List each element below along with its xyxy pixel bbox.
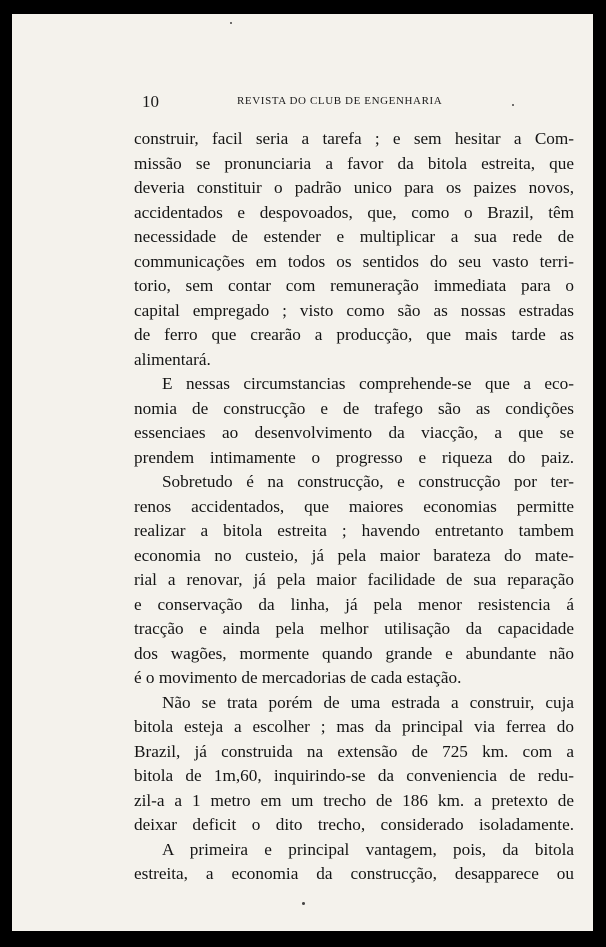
scan-speck — [512, 104, 514, 106]
text-line: dos wagões, mormente quando grande e abundante não — [134, 643, 574, 663]
text-line: prendem intimamente o progresso e riqueza do paiz. — [134, 447, 574, 467]
text-line: de ferro que crearão a producção, que mais tarde as — [134, 325, 574, 344]
paragraph-5 — [134, 838, 574, 887]
page-header — [12, 92, 593, 112]
text-line: economia no custeio, já pela maior barateza do mate- — [134, 545, 574, 565]
text-line: accidentados e despovoados, que, como o Brazil, têm — [134, 202, 574, 222]
text-line: zil-a a 1 metro em um trecho de 186 km. a pretexto de — [134, 790, 574, 810]
scan-speck — [230, 22, 232, 24]
text-line: Sobretudo é na construcção, e construcção por ter- — [162, 472, 574, 491]
text-line: Não se trata porém de uma estrada a construir, cuja — [162, 692, 574, 712]
text-line: alimentará. — [134, 349, 211, 369]
text-line: é o movimento de mercadorias de cada estação. — [134, 668, 462, 687]
text-line: A primeira e principal vantagem, pois, da bitola — [162, 839, 574, 859]
book-page — [12, 14, 593, 931]
text-line: essenciaes ao desenvolvimento da viacção, a que se — [134, 423, 574, 442]
text-line: deixar deficit o dito trecho, considerado isoladamente. — [134, 815, 574, 834]
text-line: necessidade de estender e multiplicar a sua rede de — [134, 227, 574, 246]
text-line: renos accidentados, que maiores economias permitte — [134, 496, 574, 516]
paragraph-4 — [134, 691, 574, 838]
paragraph-1 — [134, 127, 574, 372]
text-line: estreita, a economia da construcção, desapparece ou — [134, 864, 574, 883]
text-line: bitola de 1m,60, inquirindo-se da conveniencia de redu- — [134, 766, 574, 785]
body-text — [134, 127, 574, 887]
text-line: realizar a bitola estreita ; havendo entretanto tambem — [134, 521, 574, 540]
scan-speck — [302, 902, 305, 905]
text-line: E nessas circumstancias comprehende-se que a eco- — [162, 374, 574, 393]
text-line: rial a renovar, já pela maior facilidade de sua reparação — [134, 570, 574, 589]
running-head: REVISTA DO CLUB DE ENGENHARIA — [237, 95, 443, 107]
paragraph-2 — [134, 372, 574, 470]
text-line: Brazil, já construida na extensão de 725 km. com a — [134, 741, 574, 761]
text-line: torio, sem contar com remuneração immediata para o — [134, 276, 574, 295]
text-line: e conservação da linha, já pela menor resistencia á — [134, 594, 574, 614]
page-number: 10 — [142, 92, 159, 111]
text-line: tracção e ainda pela melhor utilisação da capacidade — [134, 619, 574, 638]
text-line: deveria constituir o padrão unico para os paizes novos, — [134, 178, 574, 197]
paragraph-3 — [134, 470, 574, 691]
text-line: capital empregado ; visto como são as nossas estradas — [134, 300, 574, 320]
text-line: bitola esteja a escolher ; mas da principal via ferrea do — [134, 717, 574, 736]
text-line: nomia de construcção e de trafego são as condições — [134, 398, 574, 418]
text-line: construir, facil seria a tarefa ; e sem hesitar a Com- — [134, 129, 574, 148]
text-line: communicações em todos os sentidos do seu vasto terri- — [134, 251, 574, 271]
text-line: missão se pronunciaria a favor da bitola estreita, que — [134, 153, 574, 173]
